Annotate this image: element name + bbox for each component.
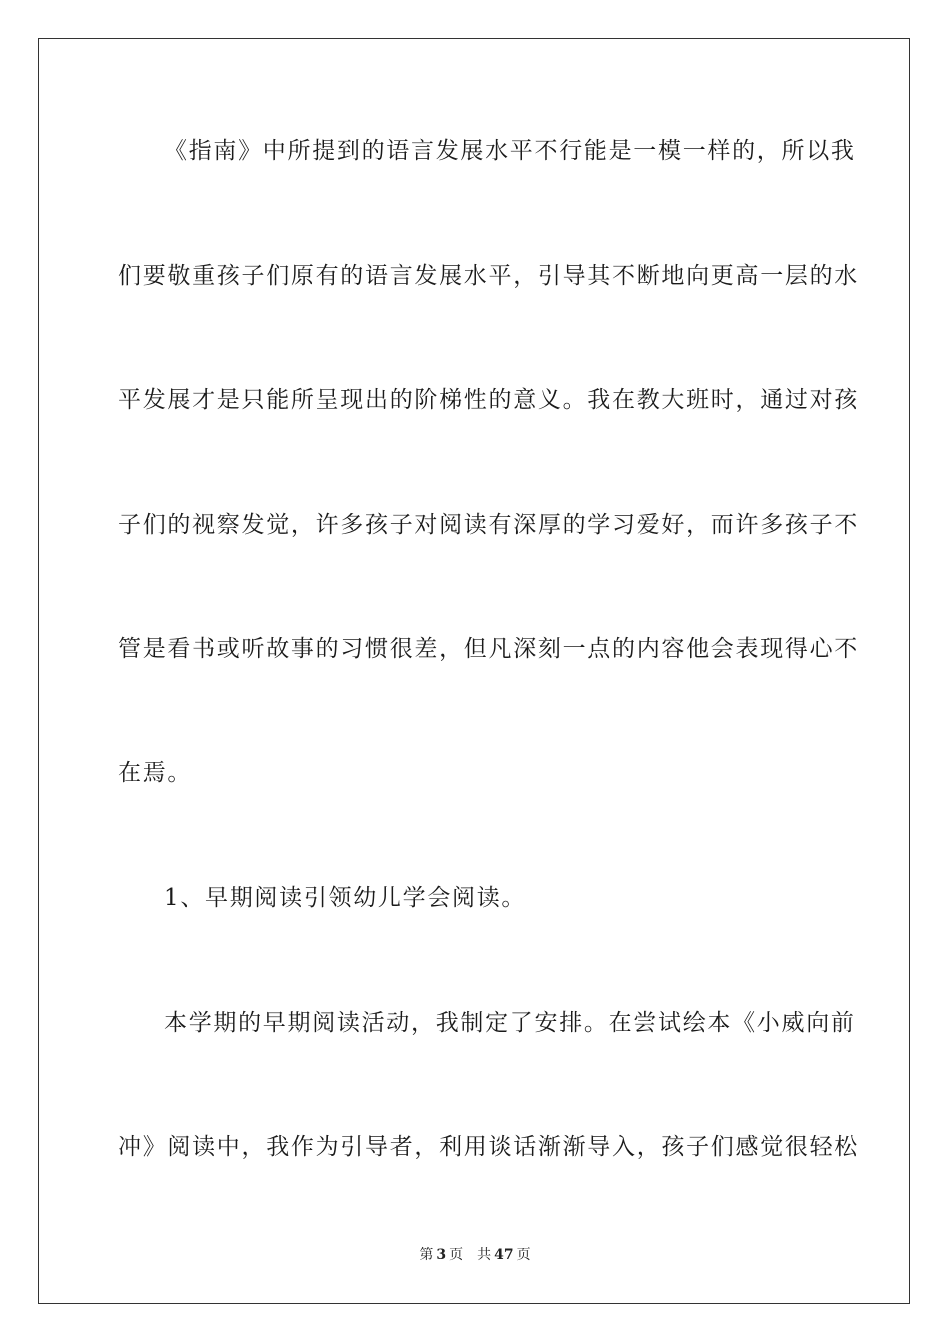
paragraph-line-2: 们要敬重孩子们原有的语言发展水平，引导其不断地向更高一层的水 [118,263,859,289]
footer-page-suffix: 页 [449,1247,464,1263]
paragraph-line-6: 在焉。 [118,760,193,786]
footer-total-pages: 47 [494,1247,514,1263]
footer-total-suffix: 页 [516,1247,531,1263]
footer-page-number: 3 [436,1247,447,1263]
page-border [38,38,910,1304]
footer-total-prefix: 共 [477,1247,492,1263]
section-heading: 1、早期阅读引领幼儿学会阅读。 [164,885,527,911]
footer-page-prefix: 第 [419,1247,434,1263]
page-footer [0,1246,950,1264]
paragraph-line-5: 管是看书或听故事的习惯很差，但凡深刻一点的内容他会表现得心不 [118,636,859,662]
paragraph-line-4: 子们的视察发觉，许多孩子对阅读有深厚的学习爱好，而许多孩子不 [118,512,859,538]
paragraph-line-8: 本学期的早期阅读活动，我制定了安排。在尝试绘本《小威向前 [164,1010,856,1036]
paragraph-line-3: 平发展才是只能所呈现出的阶梯性的意义。我在教大班时，通过对孩 [118,387,859,413]
paragraph-line-1: 《指南》中所提到的语言发展水平不行能是一模一样的，所以我 [164,138,856,164]
paragraph-line-9: 冲》阅读中，我作为引导者，利用谈话渐渐导入，孩子们感觉很轻松 [118,1134,859,1160]
